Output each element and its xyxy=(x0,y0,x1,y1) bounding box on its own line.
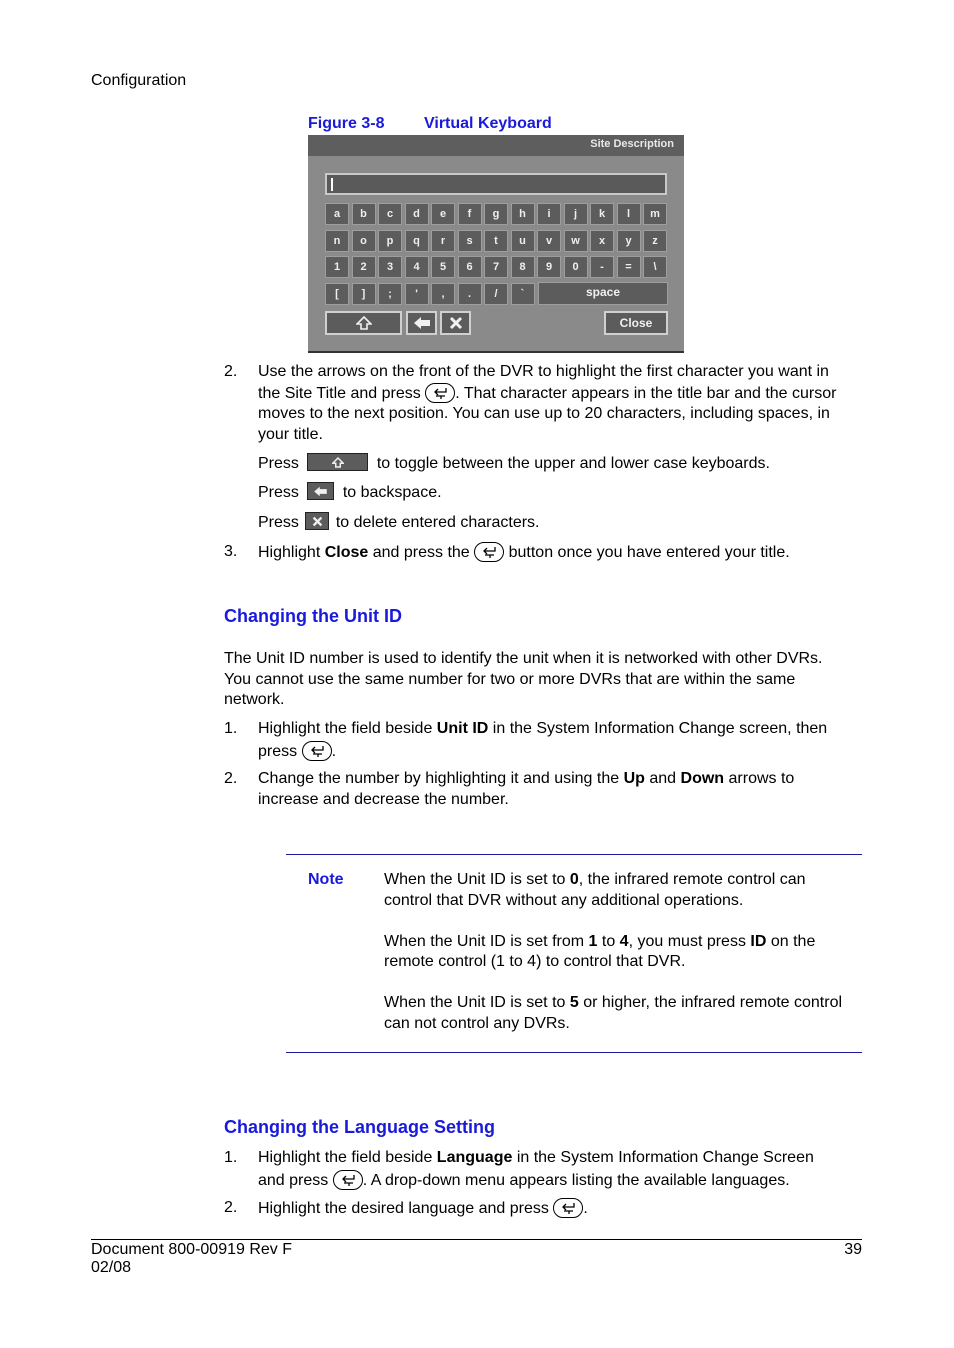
key[interactable]: x xyxy=(590,230,614,252)
backspace-button-image xyxy=(307,482,334,500)
text-run: and press xyxy=(258,1171,329,1189)
key[interactable]: n xyxy=(325,230,349,252)
key[interactable]: 4 xyxy=(405,256,429,278)
text-run: in the System Information Change Screen xyxy=(516,1149,814,1166)
key[interactable]: j xyxy=(564,203,588,225)
shift-key[interactable] xyxy=(325,311,402,335)
backspace-key[interactable] xyxy=(406,311,437,335)
backspace-icon xyxy=(313,486,328,497)
close-key[interactable]: Close xyxy=(604,311,668,335)
text-run: to toggle between the upper and lower case keyboards. xyxy=(376,455,770,472)
text-run: to xyxy=(601,932,616,950)
step-line: moves to the next position. You can use up to 20 characters, including spaces, in xyxy=(258,405,830,422)
key[interactable]: / xyxy=(484,283,508,305)
key[interactable]: ' xyxy=(405,283,429,305)
text-cursor xyxy=(331,178,333,191)
para-line: network. xyxy=(224,691,285,708)
key[interactable]: q xyxy=(405,230,429,252)
key[interactable]: a xyxy=(325,203,349,225)
note-body xyxy=(384,870,864,1034)
key[interactable]: k xyxy=(590,203,614,225)
key-space[interactable]: space xyxy=(538,282,668,305)
bold-term: Down xyxy=(680,770,725,787)
step-text xyxy=(258,362,868,445)
keyboard-titlebar xyxy=(308,135,684,156)
figure-title: Virtual Keyboard xyxy=(424,115,552,132)
step-text xyxy=(258,719,868,762)
backspace-icon xyxy=(413,316,431,330)
step-line: Use the arrows on the front of the DVR to highlight the first character you want in xyxy=(258,363,829,380)
key[interactable]: p xyxy=(378,230,402,252)
text-run: or higher, the infrared remote control xyxy=(583,994,843,1011)
key[interactable]: = xyxy=(617,256,641,278)
key[interactable]: 3 xyxy=(378,256,402,278)
step-number: 1. xyxy=(224,720,238,737)
text-run: Change the number by highlighting it and using the xyxy=(258,770,620,787)
key[interactable]: ; xyxy=(378,283,402,305)
text-run: button once you have entered your title. xyxy=(508,544,790,561)
running-header: Configuration xyxy=(91,72,187,89)
step-text xyxy=(258,769,868,810)
key[interactable]: 5 xyxy=(431,256,455,278)
step-number: 3. xyxy=(224,543,238,560)
section-heading: Changing the Unit ID xyxy=(224,606,402,626)
text-run: to delete entered characters. xyxy=(335,514,540,531)
key[interactable]: c xyxy=(378,203,402,225)
key[interactable]: b xyxy=(352,203,376,225)
enter-button-icon xyxy=(425,383,455,403)
note-line: control that DVR without any additional operations. xyxy=(384,891,744,909)
bold-term: 5 xyxy=(569,994,579,1011)
press-backspace-line xyxy=(258,482,442,504)
text-run: Press xyxy=(258,514,299,531)
key[interactable]: ` xyxy=(511,283,535,305)
text-run: When the Unit ID is set to xyxy=(384,871,566,888)
delete-icon xyxy=(312,516,323,527)
step-number: 2. xyxy=(224,770,238,787)
footer-doc xyxy=(91,1241,292,1276)
key[interactable]: 1 xyxy=(325,256,349,278)
key[interactable]: d xyxy=(405,203,429,225)
step-line xyxy=(258,741,868,763)
virtual-keyboard xyxy=(308,135,684,353)
para-line: The Unit ID number is used to identify the unit when it is networked with other DVRs. xyxy=(224,650,823,667)
note-line: remote control (1 to 4) to control that DVR. xyxy=(384,953,686,970)
step-line xyxy=(258,719,868,740)
note-line: can not control any DVRs. xyxy=(384,1014,570,1032)
document-date: 02/08 xyxy=(91,1258,132,1276)
text-run: When the Unit ID is set to xyxy=(384,994,566,1011)
note-line xyxy=(384,870,864,891)
text-run: When the Unit ID is set from xyxy=(384,932,585,950)
text-run: . xyxy=(583,1200,588,1217)
key[interactable]: v xyxy=(537,230,561,252)
key[interactable]: w xyxy=(564,230,588,252)
key[interactable]: ] xyxy=(352,283,376,305)
bold-term: 4 xyxy=(619,932,629,950)
bold-term: Unit ID xyxy=(436,720,489,737)
text-run: Highlight the field beside xyxy=(258,1149,433,1166)
step-number: 1. xyxy=(224,1149,238,1166)
text-run: and xyxy=(649,770,677,787)
text-run: press xyxy=(258,742,298,760)
key[interactable]: . xyxy=(458,283,482,305)
bold-term: ID xyxy=(750,932,767,950)
note-bottom-rule xyxy=(286,1052,862,1053)
enter-button-icon xyxy=(333,1170,363,1190)
key[interactable]: e xyxy=(431,203,455,225)
text-run: in the System Information Change screen, then xyxy=(492,720,828,737)
text-run: Highlight xyxy=(258,544,321,561)
delete-button-image xyxy=(305,512,329,530)
step-line xyxy=(258,1170,868,1192)
key[interactable]: 9 xyxy=(537,256,561,278)
key[interactable]: s xyxy=(458,230,482,252)
delete-icon xyxy=(449,316,463,330)
step-number: 2. xyxy=(224,363,238,380)
delete-key[interactable] xyxy=(440,311,471,335)
step-text xyxy=(258,1148,868,1191)
key[interactable]: 0 xyxy=(564,256,588,278)
page-number: 39 xyxy=(844,1241,862,1258)
key[interactable]: r xyxy=(431,230,455,252)
text-run: and press the xyxy=(372,544,470,561)
step-text xyxy=(258,1198,868,1220)
note-line xyxy=(384,932,864,953)
key[interactable]: - xyxy=(590,256,614,278)
key[interactable]: f xyxy=(458,203,482,225)
shift-icon xyxy=(332,457,344,468)
text-run: , the infrared remote control can xyxy=(578,871,806,888)
key[interactable]: i xyxy=(537,203,561,225)
press-delete-line xyxy=(258,512,540,534)
document-number: Document 800-00919 Rev F xyxy=(91,1241,292,1258)
press-shift-line xyxy=(258,453,770,475)
bold-term: Language xyxy=(436,1149,513,1166)
key[interactable]: 7 xyxy=(484,256,508,278)
key[interactable]: y xyxy=(617,230,641,252)
text-run: Press xyxy=(258,455,299,472)
key[interactable]: m xyxy=(643,203,667,225)
step-line xyxy=(258,383,868,405)
bold-term: 0 xyxy=(569,871,579,888)
key[interactable]: 6 xyxy=(458,256,482,278)
text-run: to backspace. xyxy=(342,484,442,501)
text-run: Highlight the desired language and press xyxy=(258,1200,549,1217)
bold-term: Up xyxy=(623,770,645,787)
text-run: arrows to xyxy=(728,770,795,787)
footer-rule xyxy=(91,1239,862,1240)
key[interactable]: h xyxy=(511,203,535,225)
bold-term: Close xyxy=(324,544,369,561)
key[interactable]: \ xyxy=(643,256,667,278)
note-top-rule xyxy=(286,854,862,855)
key[interactable]: 2 xyxy=(352,256,376,278)
key[interactable]: g xyxy=(484,203,508,225)
enter-button-icon xyxy=(474,542,504,562)
note-line xyxy=(384,993,864,1014)
step-line xyxy=(258,769,868,790)
text-run: . xyxy=(331,742,337,760)
enter-button-icon xyxy=(302,741,332,761)
text-run: . That character appears in the title bar and the cursor xyxy=(455,384,837,402)
shift-button-image xyxy=(307,453,368,471)
key[interactable]: z xyxy=(643,230,667,252)
step-text xyxy=(258,542,868,564)
text-run: , you must press xyxy=(628,932,746,950)
text-run: . A drop-down menu appears listing the available languages. xyxy=(362,1171,790,1189)
key[interactable]: o xyxy=(352,230,376,252)
key[interactable]: t xyxy=(484,230,508,252)
text-run: Press xyxy=(258,484,299,501)
key[interactable]: l xyxy=(617,203,641,225)
note-label: Note xyxy=(308,871,344,888)
step-line: increase and decrease the number. xyxy=(258,790,509,808)
unit-id-paragraph xyxy=(224,649,864,711)
section-heading: Changing the Language Setting xyxy=(224,1117,495,1137)
keyboard-text-field[interactable] xyxy=(325,173,667,195)
text-run: the Site Title and press xyxy=(258,384,421,402)
figure-number: Figure 3-8 xyxy=(308,115,385,132)
key[interactable]: [ xyxy=(325,283,349,305)
key[interactable]: 8 xyxy=(511,256,535,278)
step-line: your title. xyxy=(258,425,323,443)
text-run: Highlight the field beside xyxy=(258,720,433,737)
text-run: on the xyxy=(770,932,816,950)
enter-button-icon xyxy=(553,1198,583,1218)
step-line xyxy=(258,1148,868,1169)
shift-icon xyxy=(356,316,372,330)
key[interactable]: u xyxy=(511,230,535,252)
keyboard-window-title: Site Description xyxy=(590,138,674,150)
step-number: 2. xyxy=(224,1199,238,1216)
key[interactable]: , xyxy=(431,283,455,305)
bold-term: 1 xyxy=(588,932,598,950)
para-line: You cannot use the same number for two or more DVRs that are within the same xyxy=(224,670,796,688)
